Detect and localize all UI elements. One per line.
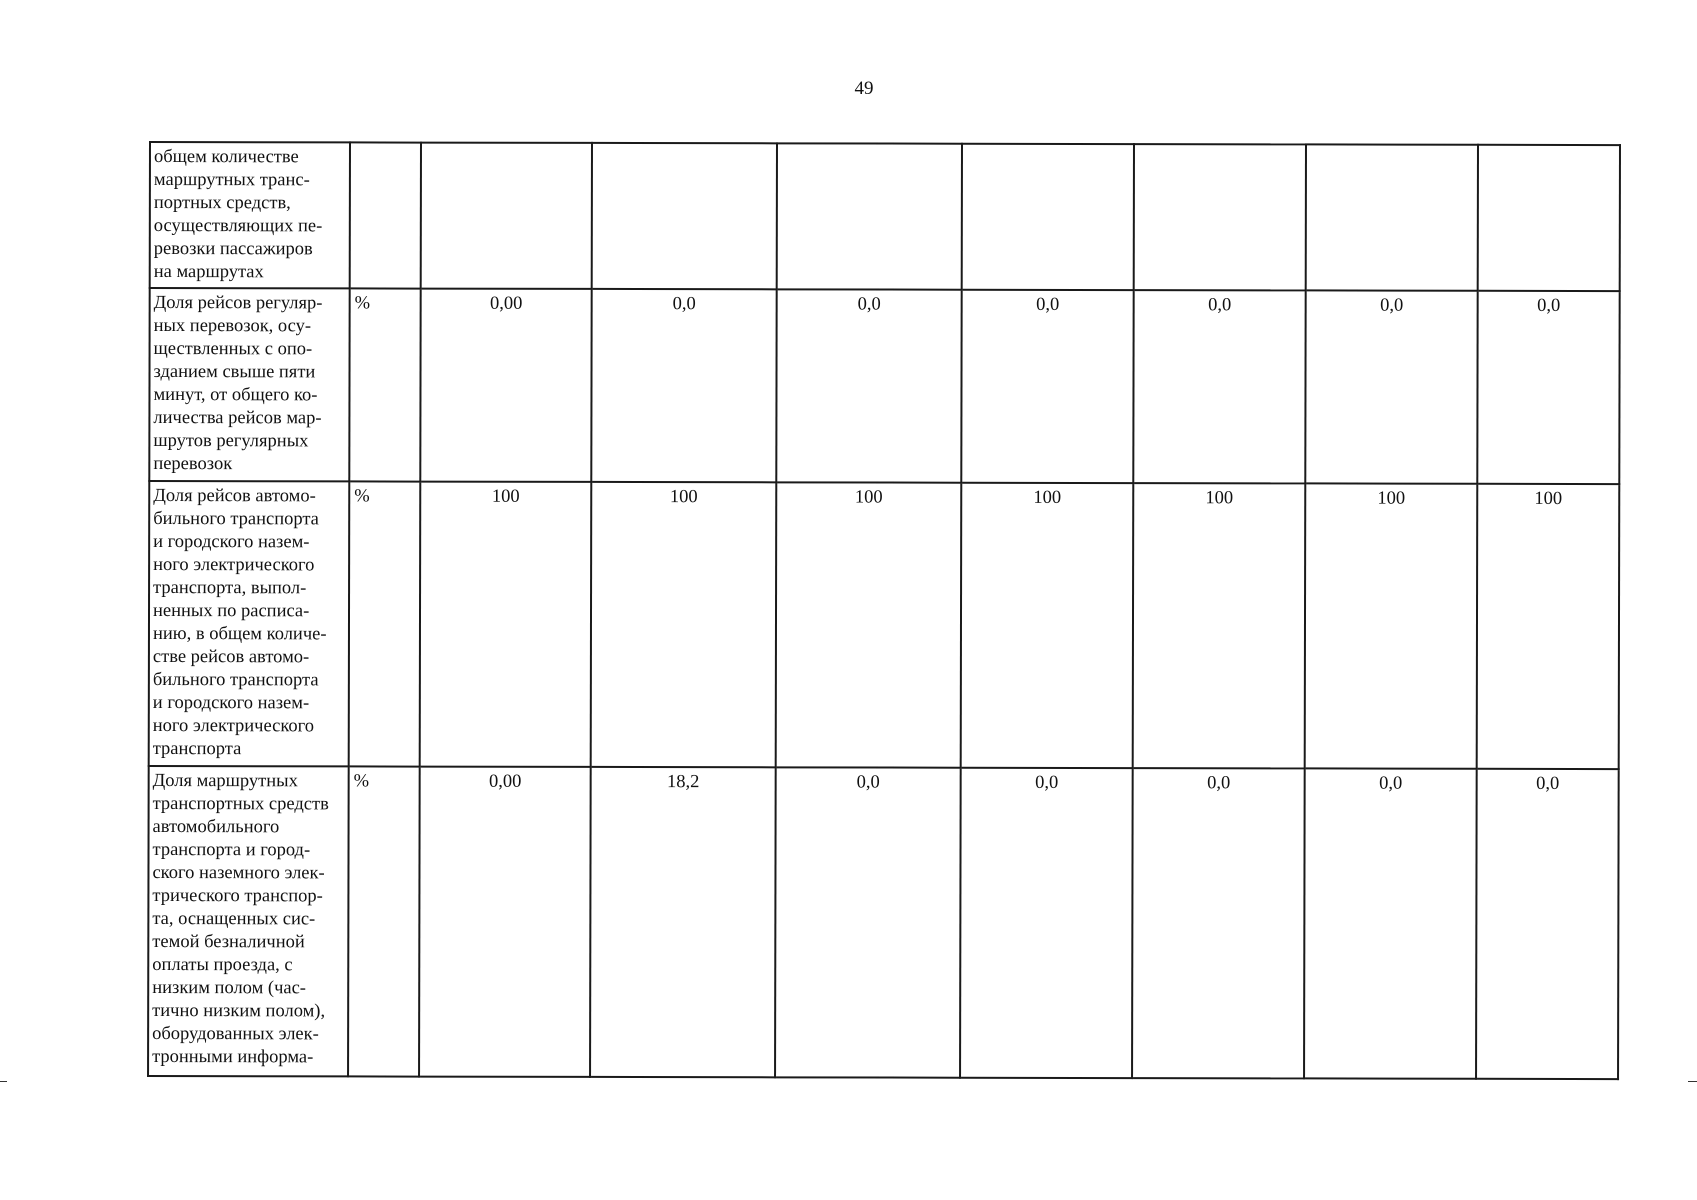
indicator-name-line: та, оснащенных сис- <box>152 909 316 930</box>
indicator-name-line: ревозки пассажиров <box>153 239 313 260</box>
indicator-name-line: личества рейсов мар- <box>153 408 322 429</box>
indicator-name-line: трического транспор- <box>152 886 323 907</box>
indicators-table <box>147 141 1621 1080</box>
indicator-name-line: ненных по расписа- <box>152 601 310 622</box>
value-cell: 0,0 <box>1476 769 1619 1079</box>
unit-cell <box>350 142 421 288</box>
indicator-name-line: Доля маршрутных <box>152 771 298 792</box>
table-row <box>149 288 1619 484</box>
indicator-name-line: ского наземного элек- <box>152 863 325 884</box>
value-cell: 0,0 <box>960 768 1133 1078</box>
indicator-name-line: на маршрутах <box>153 262 264 283</box>
value-cell: 0,0 <box>775 767 961 1077</box>
indicator-name-line: нию, в общем количе- <box>152 624 327 645</box>
indicator-name-line: оплаты проезда, с <box>152 955 293 976</box>
indicator-name-line: оборудованных элек- <box>152 1024 319 1045</box>
indicator-name-line: тично низким полом), <box>152 1001 326 1022</box>
indicator-name-line: транспорта <box>152 739 242 760</box>
unit-cell: % <box>349 481 421 766</box>
unit-cell: % <box>348 766 420 1076</box>
scan-mark-left <box>0 1081 7 1082</box>
indicator-name-line: ществленных с опо- <box>153 339 313 360</box>
indicator-name-line: портных средств, <box>153 193 291 214</box>
table-row <box>150 142 1620 291</box>
value-cell <box>962 144 1134 290</box>
indicator-name-line: бильного транспорта <box>152 670 319 691</box>
value-cell <box>1134 144 1306 290</box>
value-cell: 0,0 <box>591 289 776 482</box>
indicator-name-line: минут, от общего ко- <box>153 385 318 406</box>
indicator-name-line: маршрутных транс- <box>153 170 310 191</box>
value-cell: 100 <box>1133 483 1306 768</box>
value-cell: 100 <box>420 482 592 767</box>
value-cell <box>777 143 962 289</box>
indicator-name-line: автомобильного <box>152 817 280 838</box>
value-cell: 0,0 <box>1477 291 1619 484</box>
indicator-name-cell <box>149 481 350 766</box>
value-cell: 100 <box>961 483 1134 768</box>
indicator-name-line: общем количестве <box>153 147 299 168</box>
indicator-name-line: ного электрического <box>153 555 315 576</box>
table-body <box>148 142 1620 1079</box>
value-cell: 0,00 <box>420 289 591 482</box>
indicator-name-line: бильного транспорта <box>153 509 319 530</box>
value-cell <box>1478 145 1620 291</box>
value-cell <box>1306 144 1478 290</box>
indicator-name-cell <box>150 142 350 288</box>
value-cell: 100 <box>776 482 962 767</box>
indicator-name-line: осуществляющих пе- <box>153 216 323 237</box>
indicator-name-line: темой безналичной <box>152 932 305 953</box>
value-cell: 0,0 <box>776 289 961 482</box>
value-cell: 0,00 <box>419 767 591 1077</box>
indicator-name-line: ных перевозок, осу- <box>153 316 312 337</box>
indicator-name-line: транспортных средств <box>152 794 329 815</box>
value-cell: 100 <box>1305 483 1478 768</box>
indicator-name-line: зданием свыше пяти <box>153 362 316 383</box>
value-cell: 100 <box>591 482 777 767</box>
scan-mark-right <box>1688 1081 1697 1082</box>
page-number: 49 <box>854 78 874 99</box>
indicator-name-cell <box>149 288 349 481</box>
indicator-name-line: ного электрического <box>152 716 315 737</box>
value-cell: 0,0 <box>1133 290 1305 483</box>
indicator-name-line: шрутов регулярных <box>153 431 309 452</box>
indicator-name-line: тронными информа- <box>152 1047 314 1068</box>
value-cell: 0,0 <box>1305 290 1477 483</box>
table-row <box>149 481 1620 769</box>
value-cell: 18,2 <box>590 767 776 1077</box>
unit-cell: % <box>349 288 420 481</box>
indicator-name-line: транспорта, выпол- <box>153 578 307 599</box>
value-cell <box>592 143 777 289</box>
indicator-name-line: и городского назем- <box>152 693 310 714</box>
indicator-name-line: низким полом (час- <box>152 978 306 999</box>
indicator-name-line: Доля рейсов регуляр- <box>153 293 323 314</box>
indicator-name-line: перевозок <box>153 454 233 475</box>
value-cell: 0,0 <box>961 290 1133 483</box>
value-cell <box>421 143 592 289</box>
indicator-name-line: и городского назем- <box>153 532 310 553</box>
value-cell: 0,0 <box>1132 768 1305 1078</box>
indicator-name-line: стве рейсов автомо- <box>152 647 310 668</box>
indicator-name-line: Доля рейсов автомо- <box>153 486 316 507</box>
value-cell: 0,0 <box>1304 768 1477 1078</box>
value-cell: 100 <box>1477 484 1620 769</box>
table-row <box>148 766 1619 1079</box>
indicator-name-line: транспорта и город- <box>152 840 311 861</box>
indicator-name-cell <box>148 766 349 1076</box>
